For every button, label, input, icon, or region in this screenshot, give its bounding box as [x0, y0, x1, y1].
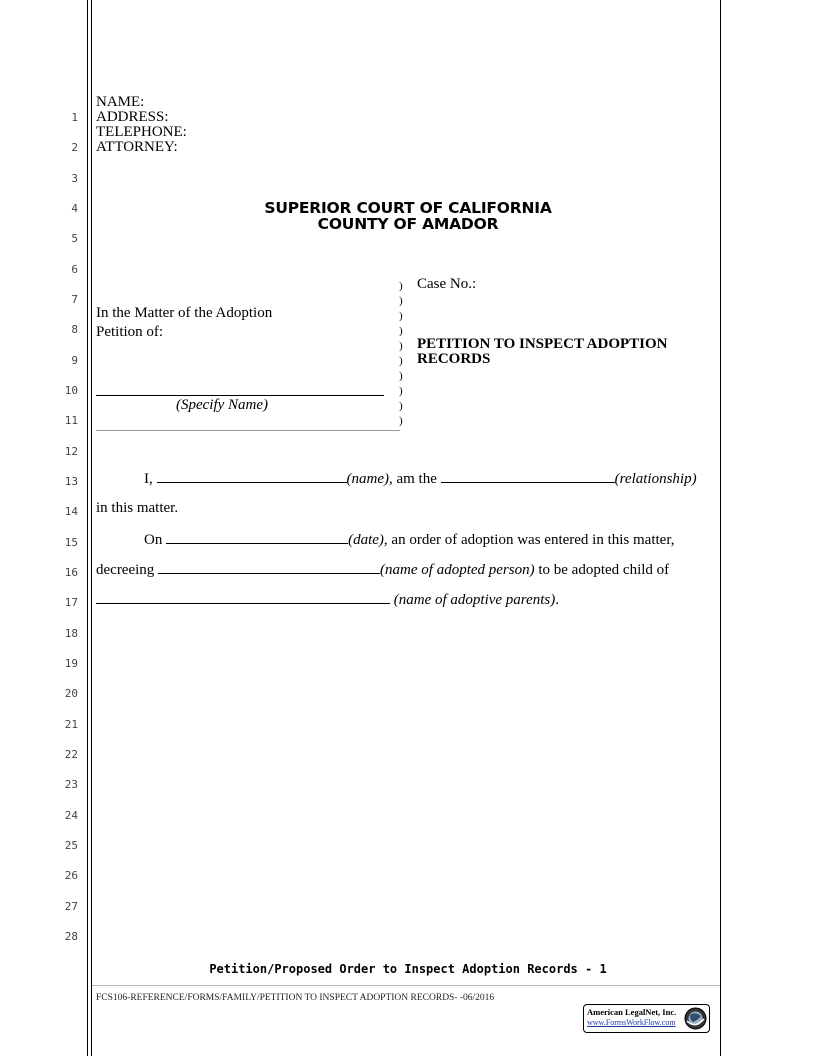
- telephone-label: TELEPHONE:: [96, 124, 187, 140]
- line-number: 15: [64, 536, 78, 549]
- attorney-header-block: [96, 95, 187, 155]
- line-number: 26: [64, 869, 78, 882]
- adopted-person-field[interactable]: [158, 561, 380, 574]
- adopted-person-hint: (name of adopted person): [380, 562, 535, 578]
- line-number: 3: [71, 172, 78, 185]
- caption-paren: ): [399, 295, 403, 307]
- line-number: 23: [64, 778, 78, 791]
- line-number: 10: [64, 384, 78, 397]
- date-field[interactable]: [166, 531, 348, 544]
- attorney-label: ATTORNEY:: [96, 139, 178, 155]
- line-number: 20: [64, 687, 78, 700]
- line-number: 17: [64, 596, 78, 609]
- court-title: [198, 200, 618, 232]
- text: decreeing: [96, 562, 155, 578]
- line-number: 13: [64, 475, 78, 488]
- relationship-field[interactable]: [441, 470, 615, 483]
- caption-paren: ): [399, 385, 403, 397]
- caption-paren-column: [399, 279, 403, 429]
- caption-paren: ): [399, 340, 403, 352]
- line-number: 1: [71, 111, 78, 124]
- date-hint: (date): [348, 532, 384, 548]
- body-line-17: [96, 591, 559, 609]
- line-number: 9: [71, 354, 78, 367]
- petitioner-name-field[interactable]: [157, 470, 347, 483]
- caption-paren: ): [399, 400, 403, 412]
- court-name: SUPERIOR COURT OF CALIFORNIA: [264, 199, 552, 217]
- county-name: COUNTY OF AMADOR: [317, 215, 499, 233]
- line-number: 12: [64, 445, 78, 458]
- text: , am the: [388, 471, 437, 487]
- logo-url[interactable]: www.FormsWorkFlow.com: [587, 1018, 676, 1027]
- logo-company: American LegalNet, Inc.: [587, 1007, 677, 1017]
- caption-paren: ): [399, 325, 403, 337]
- line-number: 21: [64, 718, 78, 731]
- document-title: [417, 337, 668, 367]
- left-margin-rule-outer: [87, 0, 88, 1056]
- document-title-line-2: RECORDS: [417, 351, 491, 367]
- line-number: 19: [64, 657, 78, 670]
- matter-line-1: In the Matter of the Adoption: [96, 305, 273, 321]
- address-label: ADDRESS:: [96, 109, 169, 125]
- line-number: 2: [71, 141, 78, 154]
- right-margin-rule: [720, 0, 721, 1056]
- body-line-16: [96, 561, 669, 579]
- body-line-13: [144, 470, 697, 488]
- caption-paren: ): [399, 310, 403, 322]
- caption-paren: ): [399, 280, 403, 292]
- caption-paren: ): [399, 355, 403, 367]
- form-reference: FCS106-REFERENCE/FORMS/FAMILY/PETITION TO INSPECT ADOPTION RECORDS- -06/2016: [96, 993, 495, 1003]
- line-number: 7: [71, 293, 78, 306]
- petitioner-name-blank[interactable]: [96, 395, 384, 396]
- line-number: 16: [64, 566, 78, 579]
- text: , an order of adoption was entered in this matter,: [383, 532, 675, 548]
- text: .: [555, 592, 559, 608]
- document-title-line-1: PETITION TO INSPECT ADOPTION: [417, 336, 668, 352]
- adoptive-parents-field[interactable]: [96, 591, 390, 604]
- adoptive-parents-hint: (name of adoptive parents): [393, 592, 556, 608]
- text: On: [144, 532, 163, 548]
- american-legalnet-logo[interactable]: [583, 1004, 710, 1033]
- name-hint: (name): [346, 471, 389, 487]
- line-number: 8: [71, 323, 78, 336]
- caption-paren: ): [399, 415, 403, 427]
- body-line-15: [144, 531, 674, 549]
- line-number: 24: [64, 809, 78, 822]
- line-number: 14: [64, 505, 78, 518]
- line-number: 28: [64, 930, 78, 943]
- line-number: 4: [71, 202, 78, 215]
- line-number: 11: [64, 414, 78, 427]
- footer-title: Petition/Proposed Order to Inspect Adoption Records - 1: [209, 962, 607, 976]
- line-number: 6: [71, 263, 78, 276]
- caption-bottom-rule: [96, 430, 400, 431]
- caption-paren: ): [399, 370, 403, 382]
- line-number: 18: [64, 627, 78, 640]
- body-line-14: in this matter.: [96, 500, 179, 516]
- line-number: 22: [64, 748, 78, 761]
- globe-icon: [684, 1007, 707, 1030]
- line-number: 27: [64, 900, 78, 913]
- relationship-hint: (relationship): [614, 471, 697, 487]
- text: to be adopted child of: [538, 562, 670, 578]
- line-number: 25: [64, 839, 78, 852]
- text: I,: [144, 471, 153, 487]
- case-number-label: Case No.:: [417, 276, 477, 292]
- left-margin-rule-inner: [91, 0, 92, 1056]
- footer-rule: [92, 985, 720, 986]
- line-number: 5: [71, 232, 78, 245]
- specify-name-hint: (Specify Name): [176, 397, 269, 413]
- matter-line-2: Petition of:: [96, 324, 164, 340]
- name-label: NAME:: [96, 94, 145, 110]
